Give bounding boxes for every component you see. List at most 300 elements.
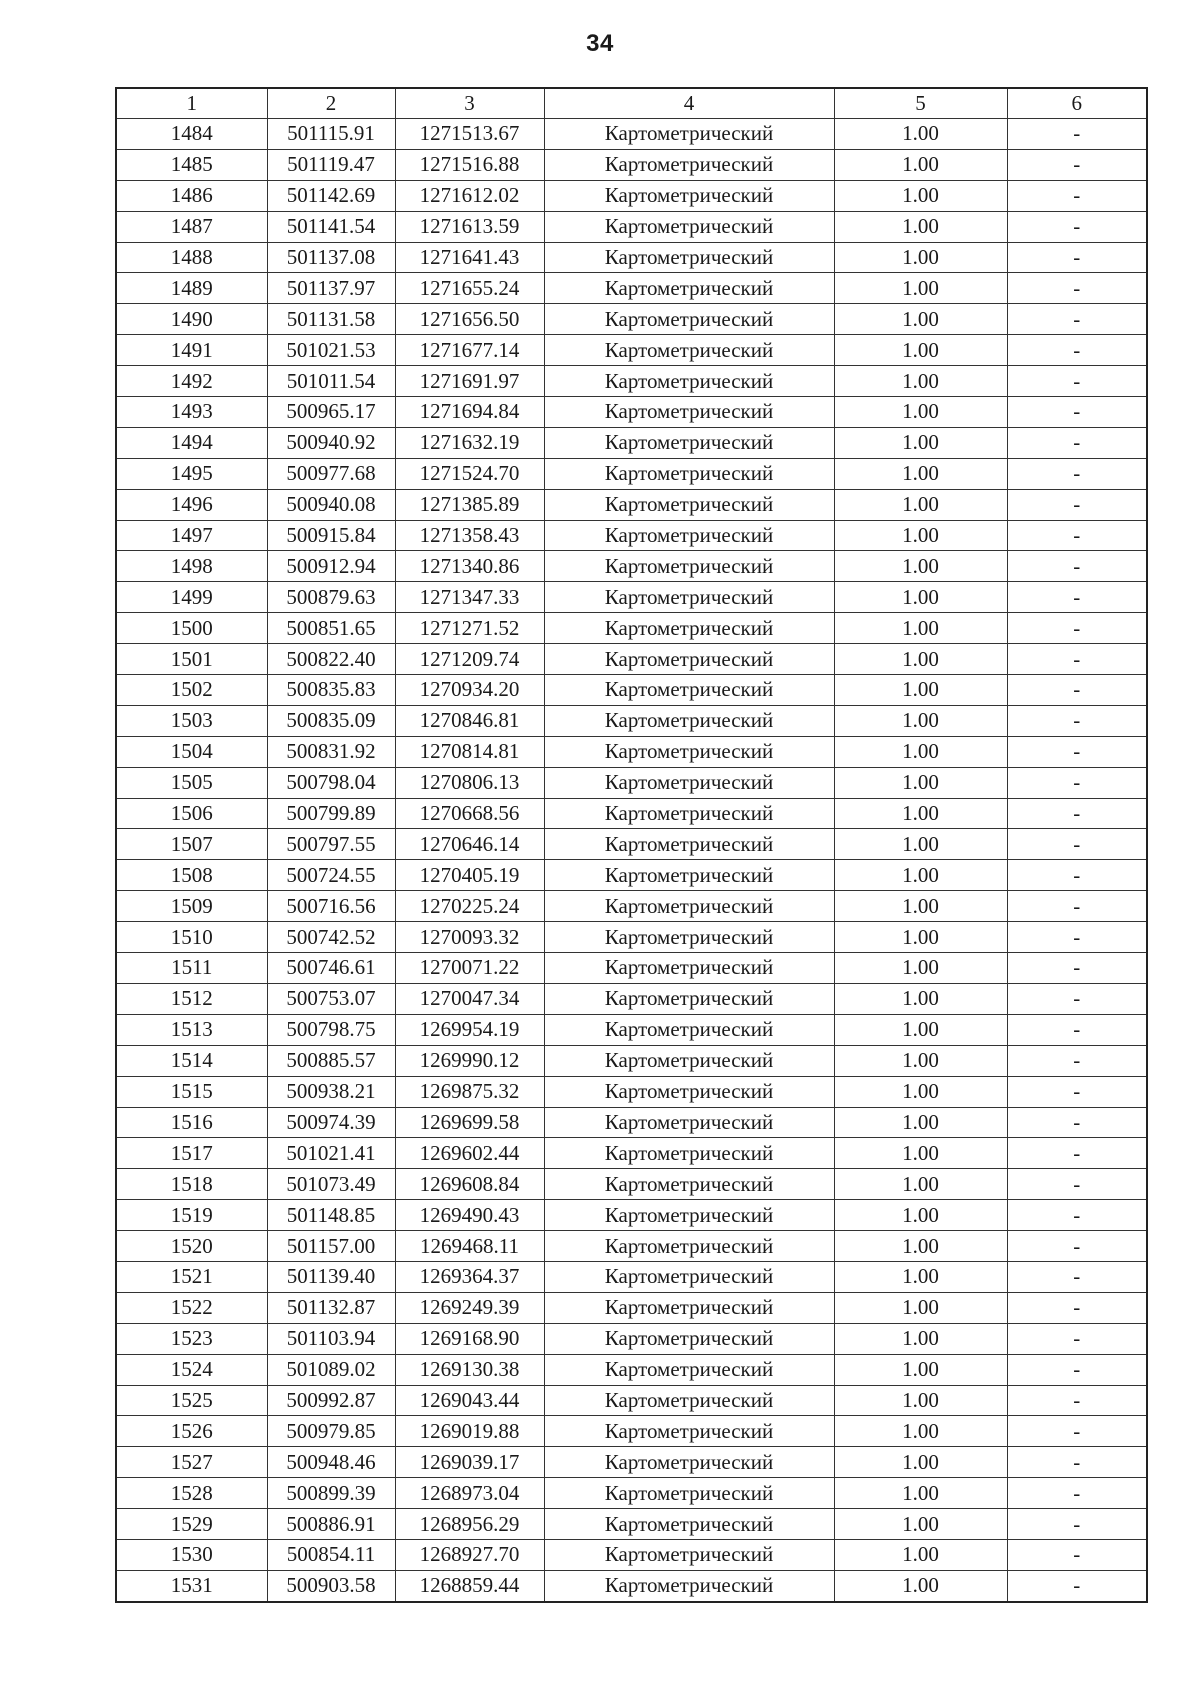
table-cell-col-5: 1.00 xyxy=(834,1539,1007,1570)
table-cell-col-6: - xyxy=(1007,829,1147,860)
table-cell-col-2: 501137.08 xyxy=(267,242,395,273)
table-cell-col-3: 1268956.29 xyxy=(395,1509,544,1540)
table-cell-col-4: Картометрический xyxy=(544,1478,834,1509)
table-cell-col-1: 1527 xyxy=(116,1447,267,1478)
table-row xyxy=(116,1045,1147,1076)
table-cell-col-6: - xyxy=(1007,149,1147,180)
table-cell-col-1: 1522 xyxy=(116,1292,267,1323)
table-cell-col-5: 1.00 xyxy=(834,983,1007,1014)
table-cell-col-2: 500742.52 xyxy=(267,922,395,953)
table-cell-col-5: 1.00 xyxy=(834,1138,1007,1169)
table-cell-col-2: 501011.54 xyxy=(267,366,395,397)
table-cell-col-5: 1.00 xyxy=(834,551,1007,582)
table-row xyxy=(116,582,1147,613)
table-cell-col-1: 1523 xyxy=(116,1323,267,1354)
table-cell-col-2: 501141.54 xyxy=(267,211,395,242)
table-cell-col-3: 1271347.33 xyxy=(395,582,544,613)
table-cell-col-4: Картометрический xyxy=(544,582,834,613)
table-cell-col-2: 500851.65 xyxy=(267,613,395,644)
table-cell-col-2: 500716.56 xyxy=(267,891,395,922)
table-row xyxy=(116,1014,1147,1045)
table-cell-col-3: 1268973.04 xyxy=(395,1478,544,1509)
table-cell-col-6: - xyxy=(1007,1570,1147,1601)
table-header xyxy=(116,88,1147,119)
table-cell-col-4: Картометрический xyxy=(544,1107,834,1138)
table-cell-col-2: 500799.89 xyxy=(267,798,395,829)
table-cell-col-3: 1271641.43 xyxy=(395,242,544,273)
table-cell-col-1: 1497 xyxy=(116,520,267,551)
table-cell-col-6: - xyxy=(1007,304,1147,335)
table-cell-col-3: 1271271.52 xyxy=(395,613,544,644)
table-cell-col-2: 501073.49 xyxy=(267,1169,395,1200)
table-body xyxy=(116,119,1147,1602)
table-cell-col-3: 1269602.44 xyxy=(395,1138,544,1169)
table-cell-col-4: Картометрический xyxy=(544,953,834,984)
table-cell-col-5: 1.00 xyxy=(834,891,1007,922)
table-cell-col-4: Картометрический xyxy=(544,119,834,150)
table-cell-col-3: 1271524.70 xyxy=(395,458,544,489)
table-cell-col-4: Картометрический xyxy=(544,829,834,860)
table-cell-col-1: 1512 xyxy=(116,983,267,1014)
table-row xyxy=(116,736,1147,767)
table-cell-col-1: 1490 xyxy=(116,304,267,335)
table-cell-col-6: - xyxy=(1007,922,1147,953)
table-row xyxy=(116,1354,1147,1385)
table-cell-col-6: - xyxy=(1007,211,1147,242)
table-cell-col-3: 1270646.14 xyxy=(395,829,544,860)
table-cell-col-5: 1.00 xyxy=(834,1447,1007,1478)
table-cell-col-4: Картометрический xyxy=(544,1138,834,1169)
table-cell-col-4: Картометрический xyxy=(544,1354,834,1385)
table-cell-col-1: 1520 xyxy=(116,1231,267,1262)
table-cell-col-1: 1487 xyxy=(116,211,267,242)
table-cell-col-5: 1.00 xyxy=(834,1014,1007,1045)
table-cell-col-6: - xyxy=(1007,767,1147,798)
table-cell-col-5: 1.00 xyxy=(834,489,1007,520)
table-cell-col-3: 1270047.34 xyxy=(395,983,544,1014)
table-cell-col-5: 1.00 xyxy=(834,335,1007,366)
table-cell-col-5: 1.00 xyxy=(834,644,1007,675)
table-cell-col-1: 1525 xyxy=(116,1385,267,1416)
table-cell-col-3: 1269039.17 xyxy=(395,1447,544,1478)
table-row xyxy=(116,1107,1147,1138)
table-row xyxy=(116,1292,1147,1323)
table-row xyxy=(116,304,1147,335)
table-cell-col-2: 501119.47 xyxy=(267,149,395,180)
table-cell-col-4: Картометрический xyxy=(544,1416,834,1447)
table-cell-col-2: 500753.07 xyxy=(267,983,395,1014)
table-cell-col-4: Картометрический xyxy=(544,1570,834,1601)
table-cell-col-2: 500903.58 xyxy=(267,1570,395,1601)
table-row xyxy=(116,891,1147,922)
table-cell-col-4: Картометрический xyxy=(544,1261,834,1292)
table-cell-col-3: 1271340.86 xyxy=(395,551,544,582)
column-header-3: 3 xyxy=(395,88,544,119)
table-row xyxy=(116,613,1147,644)
table-cell-col-1: 1485 xyxy=(116,149,267,180)
table-cell-col-6: - xyxy=(1007,1447,1147,1478)
table-cell-col-5: 1.00 xyxy=(834,304,1007,335)
table-cell-col-6: - xyxy=(1007,242,1147,273)
table-row xyxy=(116,953,1147,984)
table-cell-col-5: 1.00 xyxy=(834,767,1007,798)
table-cell-col-2: 501132.87 xyxy=(267,1292,395,1323)
table-cell-col-6: - xyxy=(1007,1478,1147,1509)
table-cell-col-2: 500992.87 xyxy=(267,1385,395,1416)
table-cell-col-1: 1518 xyxy=(116,1169,267,1200)
table-cell-col-6: - xyxy=(1007,613,1147,644)
table-cell-col-3: 1270225.24 xyxy=(395,891,544,922)
table-row xyxy=(116,458,1147,489)
coordinates-table xyxy=(115,87,1148,1603)
table-row xyxy=(116,211,1147,242)
column-header-2: 2 xyxy=(267,88,395,119)
table-cell-col-6: - xyxy=(1007,119,1147,150)
table-cell-col-2: 501148.85 xyxy=(267,1200,395,1231)
table-cell-col-2: 500899.39 xyxy=(267,1478,395,1509)
table-cell-col-6: - xyxy=(1007,860,1147,891)
table-cell-col-4: Картометрический xyxy=(544,427,834,458)
table-cell-col-5: 1.00 xyxy=(834,1200,1007,1231)
table-cell-col-4: Картометрический xyxy=(544,1323,834,1354)
table-cell-col-3: 1270405.19 xyxy=(395,860,544,891)
table-cell-col-6: - xyxy=(1007,180,1147,211)
table-cell-col-5: 1.00 xyxy=(834,211,1007,242)
table-row xyxy=(116,489,1147,520)
table-cell-col-6: - xyxy=(1007,705,1147,736)
table-cell-col-3: 1269699.58 xyxy=(395,1107,544,1138)
table-cell-col-6: - xyxy=(1007,397,1147,428)
table-cell-col-6: - xyxy=(1007,1385,1147,1416)
table-cell-col-5: 1.00 xyxy=(834,1231,1007,1262)
table-cell-col-3: 1271677.14 xyxy=(395,335,544,366)
table-cell-col-1: 1508 xyxy=(116,860,267,891)
table-row xyxy=(116,1231,1147,1262)
table-cell-col-1: 1492 xyxy=(116,366,267,397)
table-cell-col-3: 1269249.39 xyxy=(395,1292,544,1323)
table-cell-col-4: Картометрический xyxy=(544,489,834,520)
table-cell-col-2: 500797.55 xyxy=(267,829,395,860)
table-cell-col-2: 500831.92 xyxy=(267,736,395,767)
table-row xyxy=(116,1509,1147,1540)
table-cell-col-4: Картометрический xyxy=(544,180,834,211)
table-row xyxy=(116,922,1147,953)
table-row xyxy=(116,1323,1147,1354)
table-row xyxy=(116,397,1147,428)
table-cell-col-5: 1.00 xyxy=(834,736,1007,767)
table-row xyxy=(116,1570,1147,1601)
table-cell-col-3: 1271385.89 xyxy=(395,489,544,520)
table-cell-col-3: 1271358.43 xyxy=(395,520,544,551)
table-cell-col-3: 1270071.22 xyxy=(395,953,544,984)
table-cell-col-6: - xyxy=(1007,1231,1147,1262)
table-cell-col-2: 500886.91 xyxy=(267,1509,395,1540)
table-cell-col-2: 501137.97 xyxy=(267,273,395,304)
table-cell-col-2: 500977.68 xyxy=(267,458,395,489)
table-cell-col-5: 1.00 xyxy=(834,1385,1007,1416)
table-cell-col-4: Картометрический xyxy=(544,1385,834,1416)
table-cell-col-5: 1.00 xyxy=(834,1107,1007,1138)
table-cell-col-4: Картометрический xyxy=(544,613,834,644)
table-cell-col-4: Картометрический xyxy=(544,149,834,180)
table-cell-col-4: Картометрический xyxy=(544,335,834,366)
table-cell-col-1: 1507 xyxy=(116,829,267,860)
table-cell-col-6: - xyxy=(1007,1539,1147,1570)
table-row xyxy=(116,1539,1147,1570)
table-cell-col-6: - xyxy=(1007,1416,1147,1447)
table-cell-col-4: Картометрический xyxy=(544,1447,834,1478)
table-cell-col-2: 500879.63 xyxy=(267,582,395,613)
table-cell-col-6: - xyxy=(1007,1014,1147,1045)
table-cell-col-4: Картометрический xyxy=(544,705,834,736)
table-cell-col-1: 1504 xyxy=(116,736,267,767)
table-cell-col-4: Картометрический xyxy=(544,1292,834,1323)
table-cell-col-3: 1269490.43 xyxy=(395,1200,544,1231)
table-cell-col-1: 1491 xyxy=(116,335,267,366)
table-cell-col-4: Картометрический xyxy=(544,242,834,273)
table-cell-col-1: 1530 xyxy=(116,1539,267,1570)
table-cell-col-5: 1.00 xyxy=(834,119,1007,150)
table-cell-col-1: 1493 xyxy=(116,397,267,428)
table-cell-col-6: - xyxy=(1007,891,1147,922)
table-cell-col-2: 500938.21 xyxy=(267,1076,395,1107)
table-row xyxy=(116,366,1147,397)
table-cell-col-3: 1270934.20 xyxy=(395,675,544,706)
table-row xyxy=(116,675,1147,706)
table-cell-col-2: 501021.53 xyxy=(267,335,395,366)
table-cell-col-2: 500885.57 xyxy=(267,1045,395,1076)
table-cell-col-5: 1.00 xyxy=(834,397,1007,428)
table-cell-col-3: 1269364.37 xyxy=(395,1261,544,1292)
column-header-4: 4 xyxy=(544,88,834,119)
table-cell-col-3: 1268927.70 xyxy=(395,1539,544,1570)
table-row xyxy=(116,242,1147,273)
table-cell-col-2: 500822.40 xyxy=(267,644,395,675)
table-cell-col-3: 1269168.90 xyxy=(395,1323,544,1354)
table-cell-col-6: - xyxy=(1007,983,1147,1014)
table-cell-col-1: 1498 xyxy=(116,551,267,582)
table-cell-col-5: 1.00 xyxy=(834,1292,1007,1323)
table-cell-col-1: 1503 xyxy=(116,705,267,736)
table-cell-col-1: 1505 xyxy=(116,767,267,798)
table-cell-col-1: 1524 xyxy=(116,1354,267,1385)
table-cell-col-6: - xyxy=(1007,458,1147,489)
table-cell-col-4: Картометрический xyxy=(544,767,834,798)
table-row xyxy=(116,983,1147,1014)
table-cell-col-6: - xyxy=(1007,489,1147,520)
table-cell-col-2: 500835.09 xyxy=(267,705,395,736)
table-cell-col-5: 1.00 xyxy=(834,613,1007,644)
table-row xyxy=(116,149,1147,180)
table-cell-col-5: 1.00 xyxy=(834,1045,1007,1076)
header-row xyxy=(116,88,1147,119)
table-cell-col-3: 1269019.88 xyxy=(395,1416,544,1447)
table-cell-col-1: 1519 xyxy=(116,1200,267,1231)
table-cell-col-4: Картометрический xyxy=(544,520,834,551)
table-cell-col-6: - xyxy=(1007,1354,1147,1385)
table-cell-col-5: 1.00 xyxy=(834,273,1007,304)
table-cell-col-1: 1521 xyxy=(116,1261,267,1292)
table-cell-col-4: Картометрический xyxy=(544,675,834,706)
table-cell-col-6: - xyxy=(1007,273,1147,304)
table-cell-col-3: 1269043.44 xyxy=(395,1385,544,1416)
table-cell-col-2: 500965.17 xyxy=(267,397,395,428)
table-cell-col-5: 1.00 xyxy=(834,1323,1007,1354)
table-row xyxy=(116,1385,1147,1416)
table-cell-col-6: - xyxy=(1007,1323,1147,1354)
table-row xyxy=(116,1447,1147,1478)
table-row xyxy=(116,1076,1147,1107)
table-cell-col-1: 1509 xyxy=(116,891,267,922)
table-cell-col-3: 1271656.50 xyxy=(395,304,544,335)
table-cell-col-3: 1271655.24 xyxy=(395,273,544,304)
table-cell-col-5: 1.00 xyxy=(834,798,1007,829)
table-cell-col-3: 1270846.81 xyxy=(395,705,544,736)
table-cell-col-1: 1517 xyxy=(116,1138,267,1169)
table-cell-col-2: 500798.04 xyxy=(267,767,395,798)
table-cell-col-6: - xyxy=(1007,366,1147,397)
table-cell-col-2: 500746.61 xyxy=(267,953,395,984)
table-cell-col-5: 1.00 xyxy=(834,366,1007,397)
table-cell-col-1: 1500 xyxy=(116,613,267,644)
table-cell-col-4: Картометрический xyxy=(544,304,834,335)
table-cell-col-3: 1270806.13 xyxy=(395,767,544,798)
column-header-5: 5 xyxy=(834,88,1007,119)
table-cell-col-4: Картометрический xyxy=(544,983,834,1014)
table-cell-col-3: 1269468.11 xyxy=(395,1231,544,1262)
table-cell-col-1: 1484 xyxy=(116,119,267,150)
table-cell-col-1: 1501 xyxy=(116,644,267,675)
table-row xyxy=(116,1478,1147,1509)
table-cell-col-2: 500915.84 xyxy=(267,520,395,551)
table-cell-col-5: 1.00 xyxy=(834,520,1007,551)
table-cell-col-5: 1.00 xyxy=(834,149,1007,180)
table-cell-col-1: 1511 xyxy=(116,953,267,984)
table-cell-col-1: 1528 xyxy=(116,1478,267,1509)
table-row xyxy=(116,798,1147,829)
table-cell-col-6: - xyxy=(1007,1200,1147,1231)
table-cell-col-1: 1513 xyxy=(116,1014,267,1045)
table-cell-col-5: 1.00 xyxy=(834,675,1007,706)
table-cell-col-6: - xyxy=(1007,953,1147,984)
table-cell-col-6: - xyxy=(1007,582,1147,613)
table-cell-col-4: Картометрический xyxy=(544,860,834,891)
table-cell-col-1: 1496 xyxy=(116,489,267,520)
table-cell-col-2: 500974.39 xyxy=(267,1107,395,1138)
table-cell-col-5: 1.00 xyxy=(834,242,1007,273)
table-cell-col-6: - xyxy=(1007,427,1147,458)
table-cell-col-4: Картометрический xyxy=(544,1539,834,1570)
table-cell-col-2: 500979.85 xyxy=(267,1416,395,1447)
table-row xyxy=(116,520,1147,551)
table-cell-col-3: 1271694.84 xyxy=(395,397,544,428)
table-cell-col-4: Картометрический xyxy=(544,273,834,304)
table-cell-col-3: 1271516.88 xyxy=(395,149,544,180)
table-cell-col-4: Картометрический xyxy=(544,1169,834,1200)
table-cell-col-1: 1486 xyxy=(116,180,267,211)
table-cell-col-2: 501089.02 xyxy=(267,1354,395,1385)
table-cell-col-2: 500724.55 xyxy=(267,860,395,891)
table-cell-col-2: 501115.91 xyxy=(267,119,395,150)
table-cell-col-6: - xyxy=(1007,520,1147,551)
table-cell-col-5: 1.00 xyxy=(834,1261,1007,1292)
table-cell-col-3: 1269875.32 xyxy=(395,1076,544,1107)
table-cell-col-4: Картометрический xyxy=(544,1045,834,1076)
table-cell-col-6: - xyxy=(1007,1509,1147,1540)
table-cell-col-2: 500948.46 xyxy=(267,1447,395,1478)
table-cell-col-4: Картометрический xyxy=(544,1509,834,1540)
table-row xyxy=(116,829,1147,860)
table-cell-col-6: - xyxy=(1007,1138,1147,1169)
table-cell-col-3: 1270668.56 xyxy=(395,798,544,829)
table-cell-col-2: 501139.40 xyxy=(267,1261,395,1292)
table-cell-col-4: Картометрический xyxy=(544,798,834,829)
table-cell-col-5: 1.00 xyxy=(834,1570,1007,1601)
table-row xyxy=(116,705,1147,736)
table-cell-col-2: 501021.41 xyxy=(267,1138,395,1169)
table-row xyxy=(116,335,1147,366)
table-cell-col-2: 500912.94 xyxy=(267,551,395,582)
table-cell-col-4: Картометрический xyxy=(544,397,834,428)
table-cell-col-5: 1.00 xyxy=(834,860,1007,891)
table-row xyxy=(116,551,1147,582)
table-cell-col-4: Картометрический xyxy=(544,366,834,397)
table-cell-col-5: 1.00 xyxy=(834,1169,1007,1200)
table-cell-col-1: 1515 xyxy=(116,1076,267,1107)
table-cell-col-5: 1.00 xyxy=(834,582,1007,613)
table-cell-col-3: 1271209.74 xyxy=(395,644,544,675)
table-cell-col-1: 1488 xyxy=(116,242,267,273)
table-cell-col-5: 1.00 xyxy=(834,1509,1007,1540)
table-cell-col-4: Картометрический xyxy=(544,891,834,922)
table-row xyxy=(116,273,1147,304)
table-cell-col-2: 501142.69 xyxy=(267,180,395,211)
table-row xyxy=(116,1138,1147,1169)
table-cell-col-3: 1271513.67 xyxy=(395,119,544,150)
table-cell-col-5: 1.00 xyxy=(834,705,1007,736)
table-cell-col-6: - xyxy=(1007,736,1147,767)
table-cell-col-2: 500835.83 xyxy=(267,675,395,706)
table-row xyxy=(116,119,1147,150)
table-row xyxy=(116,1261,1147,1292)
table-cell-col-1: 1510 xyxy=(116,922,267,953)
table-cell-col-1: 1489 xyxy=(116,273,267,304)
table-cell-col-1: 1506 xyxy=(116,798,267,829)
table-cell-col-4: Картометрический xyxy=(544,458,834,489)
table-cell-col-5: 1.00 xyxy=(834,1478,1007,1509)
table-cell-col-3: 1269990.12 xyxy=(395,1045,544,1076)
table-cell-col-6: - xyxy=(1007,798,1147,829)
table-cell-col-6: - xyxy=(1007,1107,1147,1138)
table-cell-col-2: 501157.00 xyxy=(267,1231,395,1262)
table-cell-col-1: 1502 xyxy=(116,675,267,706)
table-cell-col-6: - xyxy=(1007,675,1147,706)
table-row xyxy=(116,180,1147,211)
table-cell-col-3: 1269954.19 xyxy=(395,1014,544,1045)
table-cell-col-5: 1.00 xyxy=(834,953,1007,984)
table-cell-col-1: 1499 xyxy=(116,582,267,613)
table-cell-col-4: Картометрический xyxy=(544,1014,834,1045)
table-row xyxy=(116,860,1147,891)
table-cell-col-4: Картометрический xyxy=(544,736,834,767)
table-cell-col-6: - xyxy=(1007,644,1147,675)
table-cell-col-1: 1529 xyxy=(116,1509,267,1540)
table-cell-col-1: 1514 xyxy=(116,1045,267,1076)
table-row xyxy=(116,1200,1147,1231)
table-cell-col-1: 1494 xyxy=(116,427,267,458)
table-row xyxy=(116,1416,1147,1447)
table-cell-col-3: 1270093.32 xyxy=(395,922,544,953)
